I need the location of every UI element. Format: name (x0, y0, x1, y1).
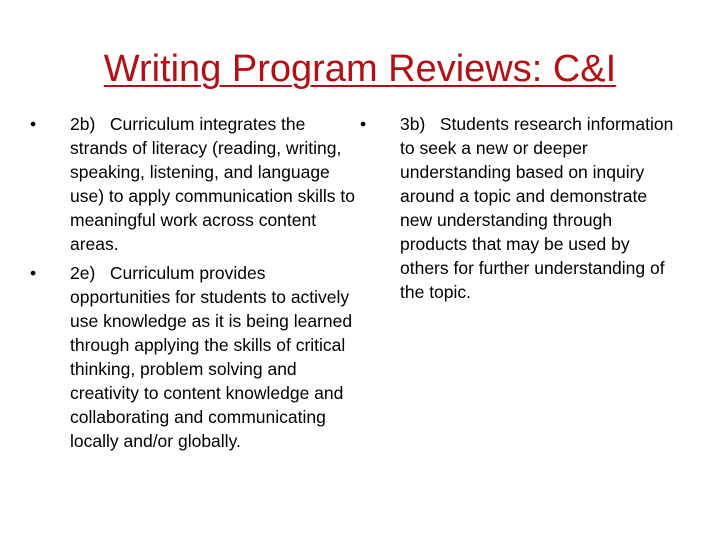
bullet-text-2e: 2e) Curriculum provides opportunities for students to actively use knowledge as it is being learned through applying the skills of critical thinking, problem solving and creativity to content knowledge and collaborating and communicating locally and/or globally. (70, 263, 358, 451)
bullet-item-3b (360, 112, 680, 304)
bullet-item-2b (30, 112, 360, 256)
bullet-item-2e (30, 261, 358, 453)
bullet-icon: • (30, 114, 37, 134)
slide-title-text: Writing Program Reviews: C&I (103, 48, 617, 90)
bullet-icon: • (360, 114, 367, 134)
left-bullet-list (30, 112, 360, 458)
slide-title (0, 44, 720, 94)
bullet-icon: • (30, 263, 37, 283)
bullet-text-3b: 3b) Students research information to seek a new or deeper understanding based on inquiry around a topic and demonstrate new understanding through products that may be used by others for further understanding of the topic. (400, 114, 679, 302)
bullet-text-2b: 2b) Curriculum integrates the strands of literacy (reading, writing, speaking, listening, and language use) to apply communication skills to meaningful work across content areas. (70, 114, 360, 254)
right-bullet-list (360, 112, 680, 309)
